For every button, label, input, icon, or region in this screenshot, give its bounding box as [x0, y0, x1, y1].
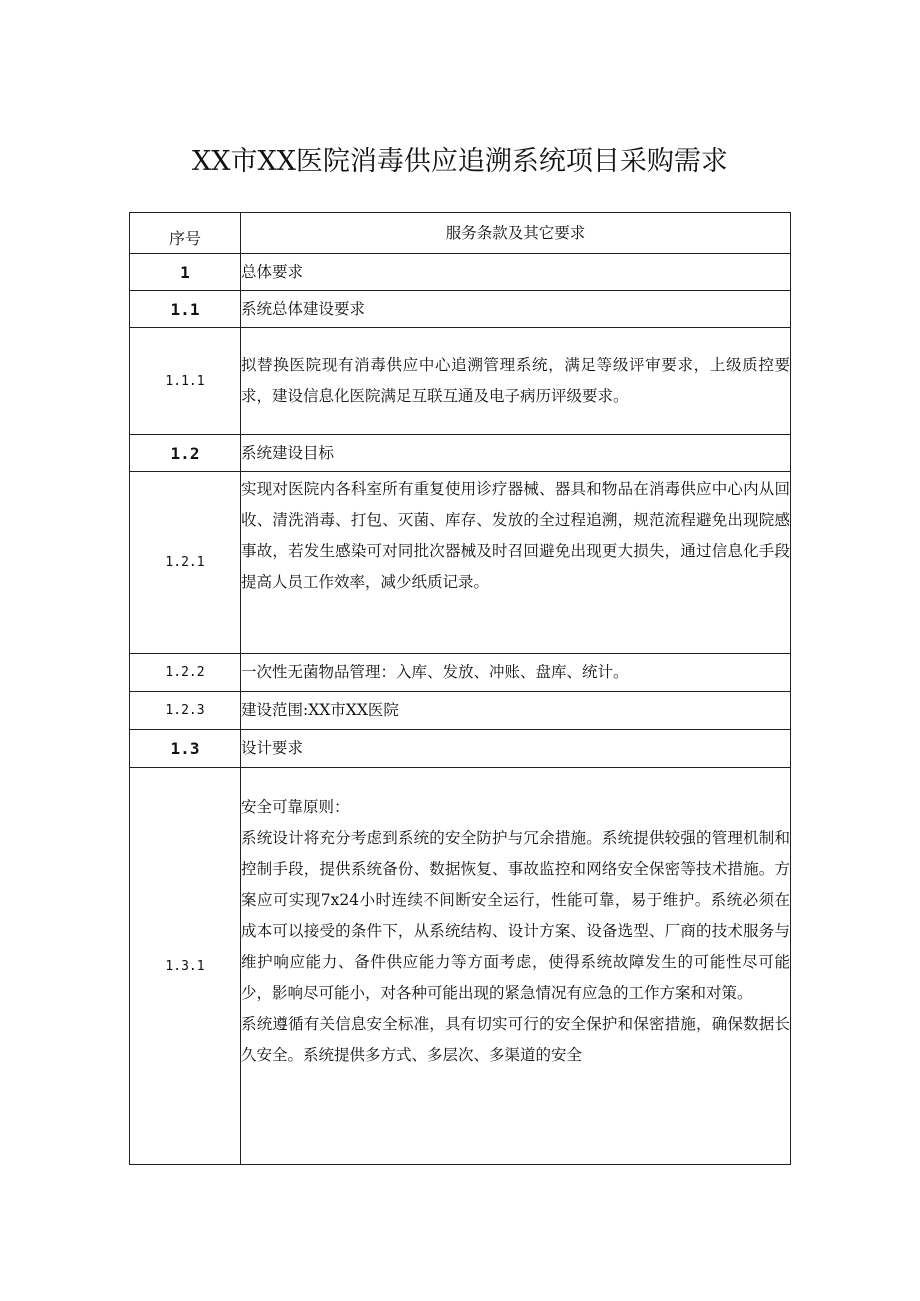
table-row: [130, 435, 791, 472]
row-text: 建设范围:XX市XX医院: [241, 692, 791, 730]
row-number: 1.3.1: [130, 768, 241, 1165]
table-header-row: [130, 213, 791, 254]
row-number: 1: [130, 254, 241, 291]
table-row: [130, 291, 791, 328]
table-row: [130, 692, 791, 730]
header-serial-number: 序号: [130, 213, 241, 254]
row-number: 1.3: [130, 730, 241, 768]
paragraph: 系统遵循有关信息安全标准，具有切实可行的安全保护和保密措施，确保数据长久安全。系统提供多方式、多层次、多渠道的安全: [241, 1015, 790, 1064]
requirements-table: [129, 212, 791, 1165]
row-number: 1.2.2: [130, 654, 241, 692]
row-text: 一次性无菌物品管理：入库、发放、冲账、盘库、统计。: [241, 654, 791, 692]
table-row: [130, 730, 791, 768]
table-row: [130, 768, 791, 1165]
document-title: XX市XX医院消毒供应追溯系统项目采购需求: [192, 146, 728, 177]
row-number: 1.2.1: [130, 472, 241, 654]
row-number: 1.2: [130, 435, 241, 472]
table-row: [130, 472, 791, 654]
row-text: 设计要求: [241, 730, 791, 768]
row-text: 系统建设目标: [241, 435, 791, 472]
table-row: [130, 654, 791, 692]
row-number: 1.1.1: [130, 328, 241, 435]
paragraph: 系统设计将充分考虑到系统的安全防护与冗余措施。系统提供较强的管理机制和控制手段，提供系统备份、数据恢复、事故监控和网络安全保密等技术措施。方案应可实现7x24小时连续不间断安全运行，性能可靠，易于维护。系统必须在成本可以接受的条件下，从系统结构、设计方案、设备选型、厂商的技术服务与维护响应能力、备件供应能力等方面考虑，使得系统故障发生的可能性尽可能少，影响尽可能小，对各种可能出现的紧急情况有应急的工作方案和对策。: [241, 829, 790, 1002]
paragraph-heading: 安全可靠原则：: [241, 798, 350, 816]
row-text: 系统总体建设要求: [241, 291, 791, 328]
row-number: 1.1: [130, 291, 241, 328]
row-text: 实现对医院内各科室所有重复使用诊疗器械、器具和物品在消毒供应中心内从回收、清洗消毒、打包、灭菌、库存、发放的全过程追溯，规范流程避免出现院感事故，若发生感染可对同批次器械及时召回避免出现更大损失，通过信息化手段提高人员工作效率，减少纸质记录。: [241, 472, 791, 654]
header-service-terms: 服务条款及其它要求: [241, 213, 791, 254]
row-text: 拟替换医院现有消毒供应中心追溯管理系统，满足等级评审要求，上级质控要求，建设信息化医院满足互联互通及电子病历评级要求。: [241, 328, 791, 435]
table-row: [130, 254, 791, 291]
table-row: [130, 328, 791, 435]
row-text: 总体要求: [241, 254, 791, 291]
row-number: 1.2.3: [130, 692, 241, 730]
row-text-block: [241, 768, 791, 1165]
